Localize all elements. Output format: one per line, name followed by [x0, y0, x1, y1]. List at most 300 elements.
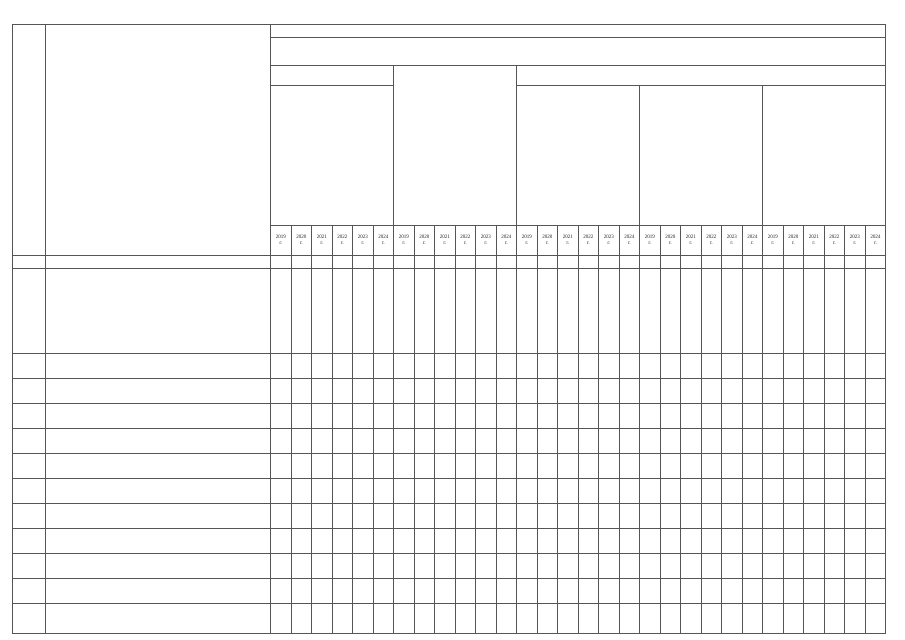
energy-value-cell	[701, 429, 722, 454]
empty-cell	[517, 604, 538, 634]
empty-cell	[537, 504, 558, 529]
empty-cell	[476, 604, 497, 634]
empty-cell	[476, 554, 497, 579]
empty-cell	[455, 404, 476, 429]
empty-cell	[312, 579, 333, 604]
row-number	[13, 504, 46, 529]
empty-cell	[763, 554, 784, 579]
energy-value-cell	[701, 379, 722, 404]
empty-cell	[865, 379, 886, 404]
empty-cell	[824, 554, 845, 579]
column-number	[578, 256, 599, 269]
header-year	[496, 226, 517, 256]
energy-value-cell	[681, 479, 702, 504]
empty-cell	[476, 454, 497, 479]
energy-value-cell	[640, 554, 661, 579]
header-year	[332, 226, 353, 256]
column-number	[865, 256, 886, 269]
empty-cell	[312, 429, 333, 454]
empty-cell	[271, 579, 292, 604]
energy-value-cell	[681, 354, 702, 379]
energy-value-cell	[742, 354, 763, 379]
empty-cell	[517, 269, 538, 354]
header-year	[353, 226, 374, 256]
empty-cell	[824, 429, 845, 454]
empty-cell	[291, 504, 312, 529]
year-label: 2023	[357, 234, 368, 240]
empty-cell	[865, 354, 886, 379]
empty-cell	[291, 479, 312, 504]
energy-value-cell	[660, 404, 681, 429]
header-year	[578, 226, 599, 256]
empty-cell	[845, 529, 866, 554]
energy-value-cell	[742, 579, 763, 604]
empty-cell	[599, 504, 620, 529]
header-year	[742, 226, 763, 256]
empty-cell	[517, 479, 538, 504]
empty-cell	[312, 479, 333, 504]
year-label: 2024	[378, 234, 389, 240]
row-number	[13, 404, 46, 429]
energy-value-cell	[722, 529, 743, 554]
empty-cell	[578, 454, 599, 479]
year-suffix: г.	[402, 240, 406, 246]
empty-cell	[619, 454, 640, 479]
empty-cell	[271, 379, 292, 404]
column-number	[845, 256, 866, 269]
column-number	[640, 256, 661, 269]
empty-cell	[824, 579, 845, 604]
empty-cell	[353, 504, 374, 529]
empty-cell	[353, 269, 374, 354]
empty-cell	[476, 504, 497, 529]
year-label: 2021	[685, 234, 696, 240]
year-label: 2020	[419, 234, 430, 240]
empty-cell	[578, 604, 599, 634]
empty-cell	[558, 529, 579, 554]
empty-cell	[414, 479, 435, 504]
energy-value-cell	[660, 579, 681, 604]
empty-cell	[394, 454, 415, 479]
energy-value-cell	[681, 429, 702, 454]
energy-value-cell	[701, 404, 722, 429]
year-suffix: г.	[443, 240, 447, 246]
header-indicator-water-samples	[271, 86, 394, 226]
year-label: 2019	[521, 234, 532, 240]
empty-cell	[435, 504, 456, 529]
year-label: 2024	[747, 234, 758, 240]
empty-cell	[763, 404, 784, 429]
empty-cell	[845, 379, 866, 404]
year-label: 2022	[829, 234, 840, 240]
energy-value-cell	[640, 354, 661, 379]
year-label: 2022	[337, 234, 348, 240]
empty-cell	[496, 604, 517, 634]
column-number	[660, 256, 681, 269]
year-suffix: г.	[381, 240, 385, 246]
header-name	[46, 25, 271, 256]
year-suffix: г.	[709, 240, 713, 246]
empty-cell	[332, 429, 353, 454]
header-year	[619, 226, 640, 256]
empty-cell	[332, 554, 353, 579]
empty-cell	[845, 269, 866, 354]
empty-cell	[332, 404, 353, 429]
empty-cell	[394, 354, 415, 379]
empty-cell	[435, 454, 456, 479]
empty-cell	[599, 379, 620, 404]
empty-cell	[291, 554, 312, 579]
empty-cell	[578, 354, 599, 379]
column-number	[373, 256, 394, 269]
energy-value-cell	[722, 354, 743, 379]
empty-cell	[537, 404, 558, 429]
energy-value-cell	[742, 529, 763, 554]
year-label: 2023	[726, 234, 737, 240]
empty-cell	[599, 269, 620, 354]
row-name	[46, 479, 271, 504]
empty-cell	[824, 354, 845, 379]
empty-cell	[865, 404, 886, 429]
empty-cell	[271, 554, 292, 579]
empty-cell	[599, 454, 620, 479]
empty-cell	[845, 354, 866, 379]
row-number	[13, 269, 46, 354]
year-suffix: г.	[484, 240, 488, 246]
empty-cell	[763, 269, 784, 354]
empty-cell	[599, 579, 620, 604]
energy-value-cell	[681, 504, 702, 529]
year-label: 2023	[603, 234, 614, 240]
row-name	[46, 529, 271, 554]
empty-cell	[476, 354, 497, 379]
header-year	[291, 226, 312, 256]
empty-cell	[496, 404, 517, 429]
empty-cell	[394, 529, 415, 554]
empty-cell	[804, 479, 825, 504]
empty-cell	[578, 529, 599, 554]
year-label: 2021	[439, 234, 450, 240]
empty-cell	[578, 404, 599, 429]
year-label: 2019	[398, 234, 409, 240]
year-label: 2020	[788, 234, 799, 240]
empty-cell	[578, 429, 599, 454]
empty-cell	[783, 604, 804, 634]
year-suffix: г.	[853, 240, 857, 246]
empty-cell	[845, 454, 866, 479]
row-name	[46, 429, 271, 454]
empty-cell	[558, 404, 579, 429]
energy-value-cell	[722, 404, 743, 429]
empty-cell	[332, 604, 353, 634]
header-indicator-water-losses	[517, 86, 640, 226]
empty-cell	[578, 269, 599, 354]
empty-cell	[373, 504, 394, 529]
empty-cell	[578, 554, 599, 579]
empty-cell	[558, 354, 579, 379]
empty-cell	[373, 404, 394, 429]
column-number	[414, 256, 435, 269]
empty-cell	[291, 404, 312, 429]
row-name	[46, 579, 271, 604]
table-row	[13, 529, 886, 554]
empty-cell	[435, 379, 456, 404]
header-year	[824, 226, 845, 256]
header-row-number	[13, 25, 46, 256]
empty-cell	[271, 454, 292, 479]
empty-cell	[414, 579, 435, 604]
empty-cell	[455, 454, 476, 479]
empty-cell	[804, 504, 825, 529]
empty-cell	[373, 529, 394, 554]
empty-cell	[783, 354, 804, 379]
year-suffix: г.	[771, 240, 775, 246]
empty-cell	[578, 479, 599, 504]
year-label: 2022	[583, 234, 594, 240]
row-number	[13, 529, 46, 554]
empty-cell	[845, 504, 866, 529]
empty-cell	[537, 554, 558, 579]
empty-cell	[763, 604, 784, 634]
empty-cell	[783, 404, 804, 429]
empty-cell	[619, 404, 640, 429]
year-label: 2020	[665, 234, 676, 240]
energy-value-cell	[742, 504, 763, 529]
energy-value-cell	[640, 404, 661, 429]
column-number	[681, 256, 702, 269]
energy-value-cell	[701, 554, 722, 579]
empty-cell	[783, 454, 804, 479]
empty-cell	[271, 269, 292, 354]
energy-value-cell	[681, 579, 702, 604]
empty-cell	[619, 269, 640, 354]
empty-cell	[373, 269, 394, 354]
empty-cell	[414, 354, 435, 379]
column-number	[332, 256, 353, 269]
empty-cell	[537, 354, 558, 379]
row-name	[46, 554, 271, 579]
column-number	[517, 256, 538, 269]
empty-cell	[660, 604, 681, 634]
empty-cell	[435, 479, 456, 504]
table-row	[13, 429, 886, 454]
header-year	[537, 226, 558, 256]
energy-value-cell	[701, 504, 722, 529]
year-label: 2020	[296, 234, 307, 240]
energy-value-cell	[722, 504, 743, 529]
empty-cell	[804, 554, 825, 579]
empty-cell	[783, 379, 804, 404]
row-name	[46, 269, 271, 354]
empty-cell	[558, 429, 579, 454]
empty-cell	[845, 554, 866, 579]
empty-cell	[783, 479, 804, 504]
empty-cell	[435, 579, 456, 604]
empty-cell	[394, 479, 415, 504]
empty-cell	[435, 404, 456, 429]
empty-cell	[435, 604, 456, 634]
year-suffix: г.	[832, 240, 836, 246]
column-number	[783, 256, 804, 269]
empty-cell	[271, 604, 292, 634]
header-drinking-water-group	[271, 66, 394, 86]
empty-cell	[291, 604, 312, 634]
empty-cell	[394, 404, 415, 429]
empty-cell	[558, 554, 579, 579]
empty-cell	[271, 504, 292, 529]
column-number	[46, 256, 271, 269]
empty-cell	[496, 579, 517, 604]
column-number	[291, 256, 312, 269]
empty-cell	[455, 529, 476, 554]
empty-cell	[435, 269, 456, 354]
energy-value-cell	[640, 429, 661, 454]
empty-cell	[271, 479, 292, 504]
column-number	[353, 256, 374, 269]
empty-cell	[599, 604, 620, 634]
empty-cell	[455, 504, 476, 529]
energy-value-cell	[681, 454, 702, 479]
empty-cell	[578, 504, 599, 529]
empty-cell	[414, 504, 435, 529]
row-number	[13, 479, 46, 504]
empty-cell	[455, 354, 476, 379]
year-label: 2024	[870, 234, 881, 240]
empty-cell	[373, 604, 394, 634]
empty-cell	[537, 269, 558, 354]
empty-cell	[332, 269, 353, 354]
empty-cell	[845, 479, 866, 504]
empty-cell	[619, 479, 640, 504]
empty-cell	[865, 429, 886, 454]
year-label: 2024	[501, 234, 512, 240]
year-suffix: г.	[791, 240, 795, 246]
empty-cell	[373, 579, 394, 604]
empty-cell	[537, 479, 558, 504]
empty-cell	[619, 554, 640, 579]
row-number	[13, 354, 46, 379]
empty-cell	[865, 454, 886, 479]
empty-cell	[476, 529, 497, 554]
empty-cell	[619, 504, 640, 529]
year-suffix: г.	[750, 240, 754, 246]
empty-cell	[845, 429, 866, 454]
energy-value-cell	[722, 379, 743, 404]
energy-value-cell	[722, 429, 743, 454]
header-year	[845, 226, 866, 256]
empty-cell	[476, 429, 497, 454]
table-row	[13, 479, 886, 504]
energy-value-cell	[640, 529, 661, 554]
empty-cell	[558, 604, 579, 634]
empty-cell	[640, 604, 661, 634]
year-suffix: г.	[545, 240, 549, 246]
empty-cell	[763, 479, 784, 504]
empty-cell	[414, 404, 435, 429]
year-suffix: г.	[320, 240, 324, 246]
year-suffix: г.	[566, 240, 570, 246]
empty-cell	[394, 554, 415, 579]
empty-cell	[455, 429, 476, 454]
empty-cell	[455, 269, 476, 354]
header-year	[373, 226, 394, 256]
empty-cell	[353, 379, 374, 404]
empty-cell	[476, 479, 497, 504]
energy-value-cell	[681, 529, 702, 554]
empty-cell	[496, 554, 517, 579]
empty-cell	[291, 454, 312, 479]
column-number	[455, 256, 476, 269]
header-year	[476, 226, 497, 256]
empty-cell	[476, 269, 497, 354]
header-year	[701, 226, 722, 256]
energy-value-cell	[660, 354, 681, 379]
empty-cell	[783, 529, 804, 554]
empty-cell	[394, 429, 415, 454]
header-year	[722, 226, 743, 256]
empty-cell	[537, 604, 558, 634]
table-row	[13, 579, 886, 604]
empty-cell	[476, 579, 497, 604]
row-number	[13, 429, 46, 454]
empty-cell	[332, 454, 353, 479]
empty-cell	[537, 454, 558, 479]
empty-cell	[291, 429, 312, 454]
empty-cell	[353, 579, 374, 604]
empty-cell	[865, 479, 886, 504]
empty-cell	[599, 554, 620, 579]
energy-value-cell	[660, 554, 681, 579]
empty-cell	[414, 604, 435, 634]
header-year	[394, 226, 415, 256]
empty-cell	[804, 404, 825, 429]
empty-cell	[291, 269, 312, 354]
empty-cell	[845, 404, 866, 429]
energy-value-cell	[722, 579, 743, 604]
empty-cell	[722, 604, 743, 634]
empty-cell	[558, 504, 579, 529]
empty-cell	[517, 429, 538, 454]
header-year	[558, 226, 579, 256]
column-number	[701, 256, 722, 269]
energy-value-cell	[742, 454, 763, 479]
empty-cell	[496, 379, 517, 404]
empty-cell	[312, 504, 333, 529]
empty-cell	[681, 269, 702, 354]
empty-cell	[537, 429, 558, 454]
header-year	[455, 226, 476, 256]
energy-value-cell	[701, 529, 722, 554]
year-label: 2022	[460, 234, 471, 240]
empty-cell	[312, 379, 333, 404]
empty-cell	[804, 604, 825, 634]
header-year	[271, 226, 292, 256]
empty-cell	[312, 529, 333, 554]
empty-cell	[640, 269, 661, 354]
year-suffix: г.	[648, 240, 652, 246]
empty-cell	[312, 604, 333, 634]
empty-cell	[332, 379, 353, 404]
year-suffix: г.	[730, 240, 734, 246]
energy-value-cell	[742, 379, 763, 404]
empty-cell	[599, 404, 620, 429]
year-suffix: г.	[279, 240, 283, 246]
row-name	[46, 404, 271, 429]
table-row	[13, 379, 886, 404]
empty-cell	[783, 269, 804, 354]
header-top-title	[271, 25, 886, 38]
empty-cell	[865, 579, 886, 604]
